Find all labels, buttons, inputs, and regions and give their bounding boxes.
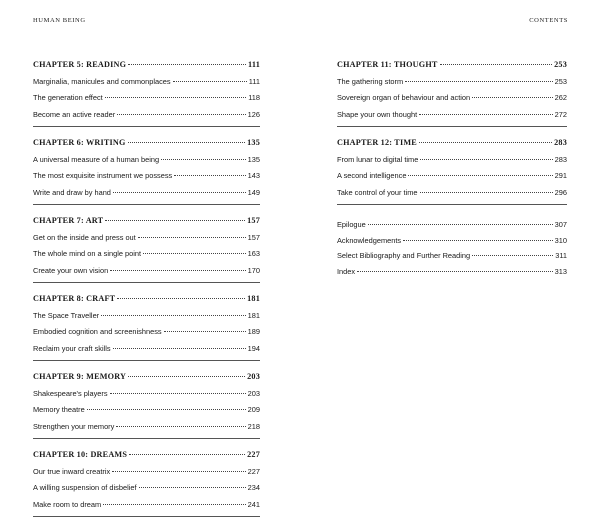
section-entry-page: 170	[247, 265, 260, 275]
section-entry-page: 194	[247, 343, 260, 353]
section-entry-page: 163	[247, 249, 260, 258]
section-entry-title: The whole mind on a single point	[33, 249, 142, 258]
back-matter-entry	[337, 233, 567, 249]
section-entry	[33, 263, 260, 280]
section-entry	[33, 464, 260, 481]
chapter-heading-page: 227	[247, 450, 260, 459]
chapter-heading-title: CHAPTER 12: TIME	[337, 138, 417, 147]
dot-leader	[420, 159, 552, 160]
section-entry	[33, 230, 260, 247]
dot-leader	[161, 159, 246, 160]
section-entry	[33, 497, 260, 514]
section-entry	[33, 185, 260, 202]
dot-leader	[128, 142, 245, 143]
section-entry-page: 234	[247, 483, 260, 492]
chapter-block	[33, 291, 260, 361]
section-entry	[33, 480, 260, 497]
section-entry-page: 241	[247, 499, 260, 509]
section-entry-title: Create your own vision	[33, 265, 109, 275]
section-entry-page: 203	[247, 388, 260, 398]
back-matter-entry-title: Index	[337, 267, 356, 277]
section-entry	[337, 107, 567, 124]
dot-leader	[357, 271, 553, 272]
chapter-heading	[33, 213, 260, 230]
section-entry-title: Become an active reader	[33, 109, 116, 119]
section-entry-title: The gathering storm	[337, 76, 404, 86]
chapter-heading	[337, 57, 567, 74]
chapter-heading-title: CHAPTER 11: THOUGHT	[337, 60, 438, 69]
back-matter-entry	[337, 248, 567, 264]
chapter-heading	[337, 135, 567, 152]
chapter-heading	[33, 369, 260, 386]
section-entry	[337, 152, 567, 169]
dot-leader	[112, 471, 245, 472]
section-entry-title: A willing suspension of disbelief	[33, 483, 137, 492]
back-matter-entry	[337, 264, 567, 280]
section-entry-title: Our true inward creatrix	[33, 466, 111, 476]
section-entry-page: 181	[247, 310, 260, 320]
section-entry-title: The most exquisite instrument we possess	[33, 171, 173, 180]
chapter-heading	[33, 447, 260, 464]
section-entry-page: 189	[247, 327, 260, 336]
dot-leader	[419, 114, 553, 115]
section-entry	[33, 107, 260, 124]
section-entry	[33, 419, 260, 436]
chapter-heading	[33, 135, 260, 152]
chapter-heading-title: CHAPTER 7: ART	[33, 216, 104, 225]
chapter-heading-page: 157	[247, 216, 260, 225]
running-head-left: HUMAN BEING	[33, 17, 86, 24]
section-entry-title: Make room to dream	[33, 499, 102, 509]
dot-leader	[174, 175, 245, 176]
section-entry-page: 291	[554, 171, 567, 180]
section-entry-title: Reclaim your craft skills	[33, 343, 111, 353]
chapter-heading-title: CHAPTER 8: CRAFT	[33, 294, 116, 303]
section-entry-page: 126	[247, 109, 260, 119]
dot-leader	[143, 253, 246, 254]
section-entry-title: Memory theatre	[33, 405, 85, 414]
section-entry-page: 283	[554, 154, 567, 164]
back-matter-entry	[337, 217, 567, 233]
section-entry-page: 209	[247, 405, 260, 414]
back-matter-entry-page: 307	[554, 220, 567, 229]
dot-leader	[472, 255, 553, 256]
back-matter-entry-page: 313	[554, 267, 567, 277]
toc-column-right	[337, 57, 567, 280]
section-entry-page: 111	[248, 76, 260, 86]
dot-leader	[128, 376, 245, 377]
chapter-block	[337, 135, 567, 205]
running-head-right: CONTENTS	[529, 17, 568, 24]
dot-leader	[117, 298, 245, 299]
chapter-heading-page: 111	[248, 60, 260, 69]
dot-leader	[113, 348, 246, 349]
toc-column-left	[33, 57, 260, 525]
chapter-heading-title: CHAPTER 9: MEMORY	[33, 372, 127, 381]
back-matter-entry-title: Select Bibliography and Further Reading	[337, 251, 471, 261]
dot-leader	[419, 142, 552, 143]
chapter-heading	[33, 57, 260, 74]
dot-leader	[113, 192, 246, 193]
back-matter-entry-page: 311	[555, 251, 567, 261]
back-matter-entry-title: Epilogue	[337, 220, 366, 229]
section-entry-title: Sovereign organ of behaviour and action	[337, 93, 471, 102]
dot-leader	[128, 64, 246, 65]
section-entry	[33, 168, 260, 185]
dot-leader	[420, 192, 553, 193]
chapter-block	[33, 213, 260, 283]
back-matter-entry-title: Acknowledgements	[337, 235, 402, 245]
dot-leader	[403, 240, 553, 241]
chapter-block	[33, 447, 260, 517]
dot-leader	[110, 393, 246, 394]
chapter-heading-title: CHAPTER 6: WRITING	[33, 138, 126, 147]
back-matter	[337, 217, 567, 280]
section-entry-page: 157	[247, 232, 260, 242]
section-entry-page: 272	[554, 109, 567, 119]
section-entry	[33, 324, 260, 341]
section-entry-title: The Space Traveller	[33, 310, 100, 320]
chapter-heading-page: 181	[247, 294, 260, 303]
section-entry-title: A second intelligence	[337, 171, 407, 180]
section-entry-title: Strengthen your memory	[33, 421, 115, 431]
chapter-heading-title: CHAPTER 10: DREAMS	[33, 450, 128, 459]
dot-leader	[405, 81, 553, 82]
section-entry-title: Marginalia, manicules and commonplaces	[33, 76, 171, 86]
section-entry	[337, 168, 567, 185]
chapter-block	[337, 57, 567, 127]
dot-leader	[116, 426, 245, 427]
chapter-heading	[33, 291, 260, 308]
section-entry	[337, 74, 567, 91]
chapter-heading-title: CHAPTER 5: READING	[33, 60, 127, 69]
dot-leader	[164, 331, 246, 332]
dot-leader	[117, 114, 245, 115]
dot-leader	[110, 270, 245, 271]
section-entry-title: Embodied cognition and screenishness	[33, 327, 162, 336]
dot-leader	[440, 64, 553, 65]
section-entry-title: Write and draw by hand	[33, 187, 111, 197]
section-entry-page: 253	[554, 76, 567, 86]
chapter-block	[33, 57, 260, 127]
dot-leader	[472, 97, 553, 98]
section-entry-page: 262	[554, 93, 567, 102]
section-entry-page: 227	[247, 466, 260, 476]
section-entry	[33, 386, 260, 403]
section-entry-page: 118	[248, 93, 260, 102]
dot-leader	[368, 224, 553, 225]
dot-leader	[105, 97, 246, 98]
section-entry-title: Shape your own thought	[337, 109, 418, 119]
dot-leader	[138, 237, 246, 238]
chapter-block	[33, 369, 260, 439]
section-entry-page: 218	[247, 421, 260, 431]
section-entry	[33, 308, 260, 325]
dot-leader	[103, 504, 245, 505]
section-entry-title: From lunar to digital time	[337, 154, 419, 164]
dot-leader	[129, 454, 245, 455]
section-entry	[33, 341, 260, 358]
section-entry-title: Shakespeare's players	[33, 388, 108, 398]
section-entry	[337, 185, 567, 202]
section-entry-page: 135	[247, 154, 260, 164]
section-entry	[337, 90, 567, 107]
chapter-heading-page: 253	[554, 60, 567, 69]
section-entry	[33, 402, 260, 419]
section-entry-page: 143	[247, 171, 260, 180]
section-entry-title: Get on the inside and press out	[33, 232, 136, 242]
chapter-block	[33, 135, 260, 205]
dot-leader	[173, 81, 247, 82]
dot-leader	[408, 175, 552, 176]
section-entry-page: 296	[554, 187, 567, 197]
chapter-heading-page: 283	[554, 138, 567, 147]
chapter-heading-page: 135	[247, 138, 260, 147]
section-entry-title: A universal measure of a human being	[33, 154, 160, 164]
section-entry-title: The generation effect	[33, 93, 103, 102]
dot-leader	[139, 487, 246, 488]
dot-leader	[101, 315, 246, 316]
back-matter-entry-page: 310	[554, 235, 567, 245]
section-entry	[33, 74, 260, 91]
section-entry	[33, 90, 260, 107]
section-entry-page: 149	[247, 187, 260, 197]
dot-leader	[105, 220, 245, 221]
section-entry	[33, 246, 260, 263]
section-entry-title: Take control of your time	[337, 187, 418, 197]
chapter-heading-page: 203	[247, 372, 260, 381]
dot-leader	[87, 409, 246, 410]
section-entry	[33, 152, 260, 169]
